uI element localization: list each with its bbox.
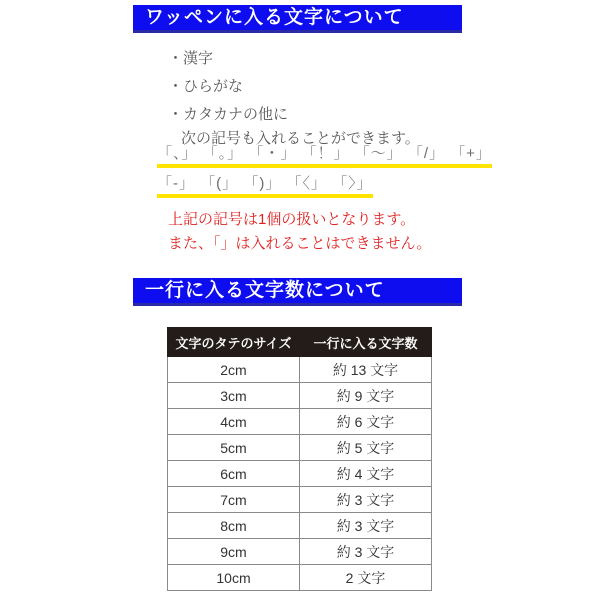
table-row: [168, 487, 432, 513]
table-cell-size: 6cm: [168, 461, 300, 487]
character-type-list: [168, 48, 288, 132]
bullet-continuation: 次の記号も入れることができます。: [181, 130, 420, 147]
symbol-note-line-1: 上記の記号は1個の扱いとなります。: [168, 211, 416, 228]
table-row: [168, 435, 432, 461]
table-cell-count: 約 3 文字: [300, 513, 432, 539]
section-title-characters: ワッペンに入る文字について: [133, 5, 462, 33]
table-cell-count: 約 3 文字: [300, 487, 432, 513]
symbol-note-line-2: また、「」は入れることはできません。: [168, 235, 432, 252]
table-row: [168, 565, 432, 591]
table-row: [168, 513, 432, 539]
table-cell-count: 約 13 文字: [300, 357, 432, 383]
character-count-table: [167, 327, 432, 591]
symbols-line-2: 「-」 「(」 「)」 「〈」 「〉」: [157, 172, 373, 198]
table-cell-size: 8cm: [168, 513, 300, 539]
table-row: [168, 357, 432, 383]
bullet-item: ・漢字: [168, 50, 214, 67]
table-cell-count: 約 5 文字: [300, 435, 432, 461]
table-cell-size: 4cm: [168, 409, 300, 435]
bullet-item: ・カタカナの他に: [168, 106, 289, 123]
table-cell-count: 約 3 文字: [300, 539, 432, 565]
table-cell-size: 7cm: [168, 487, 300, 513]
table-header-size: 文字のタテのサイズ: [168, 328, 300, 357]
symbols-line-1: 「、」 「。」 「・」 「！」 「～」 「/」 「+」: [157, 142, 492, 168]
table-cell-size: 3cm: [168, 383, 300, 409]
table-head: [168, 328, 432, 357]
table-cell-count: 約 6 文字: [300, 409, 432, 435]
symbol-notes: [168, 208, 431, 256]
table-row: [168, 409, 432, 435]
table-cell-size: 9cm: [168, 539, 300, 565]
table-row: [168, 539, 432, 565]
bullet-item: ・ひらがな: [168, 78, 244, 95]
section-title-line-count: 一行に入る文字数について: [133, 278, 462, 306]
table-cell-size: 5cm: [168, 435, 300, 461]
table-header-row: [168, 328, 432, 357]
table-cell-count: 2 文字: [300, 565, 432, 591]
table-row: [168, 383, 432, 409]
table-cell-size: 2cm: [168, 357, 300, 383]
table-cell-count: 約 4 文字: [300, 461, 432, 487]
table-row: [168, 461, 432, 487]
allowed-symbols: [157, 142, 492, 202]
table-cell-count: 約 9 文字: [300, 383, 432, 409]
table-header-count: 一行に入る文字数: [300, 328, 432, 357]
table-cell-size: 10cm: [168, 565, 300, 591]
table-body: [168, 357, 432, 591]
